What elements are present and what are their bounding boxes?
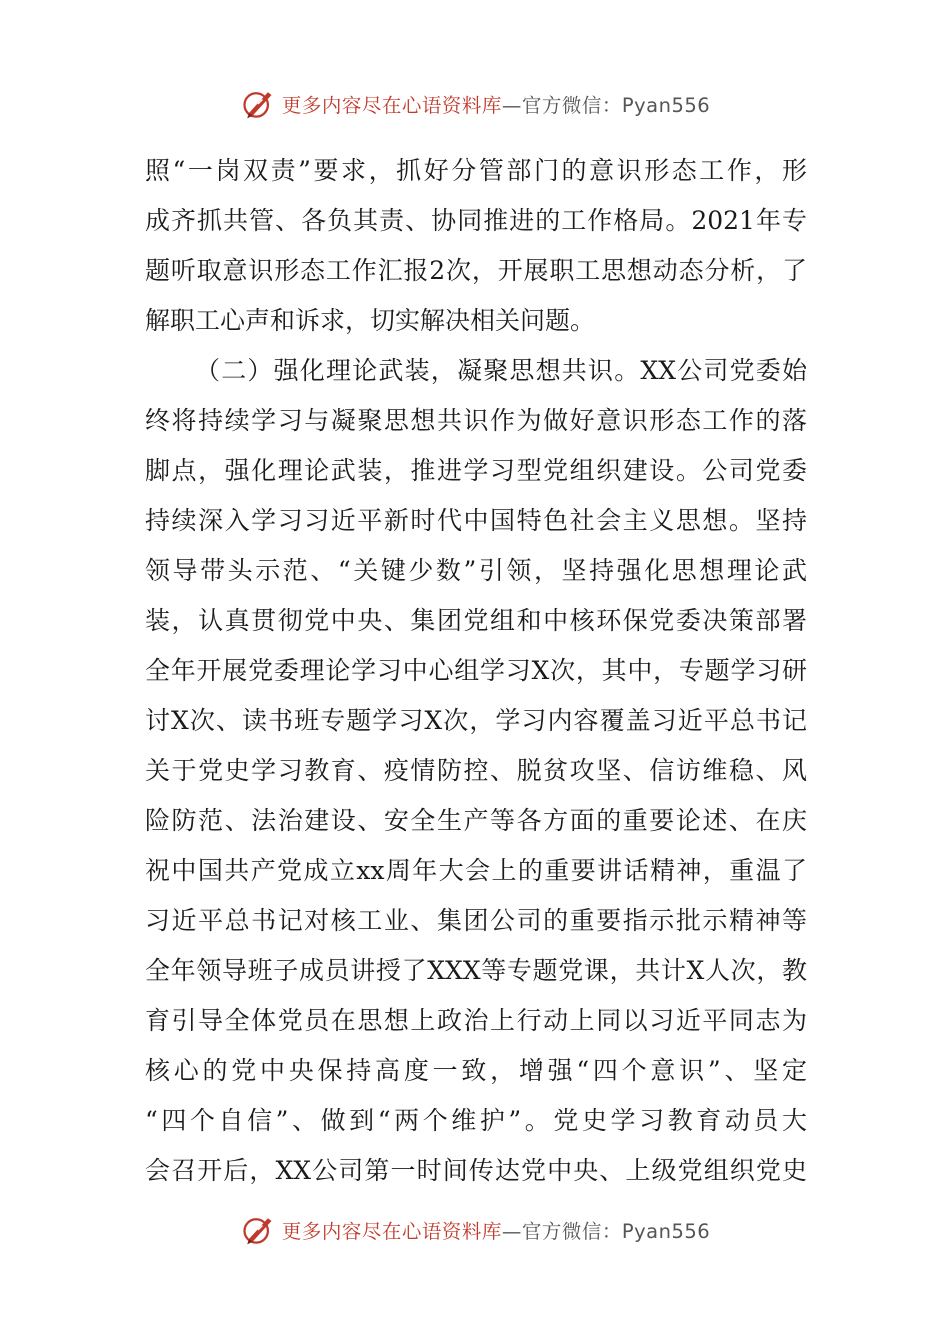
watermark-red-text: 更多内容尽在心语资料库 xyxy=(281,94,502,117)
watermark-red-text: 更多内容尽在心语资料库 xyxy=(281,1220,502,1243)
paragraph-1 xyxy=(145,146,807,346)
text-line: 持续深入学习习近平新时代中国特色社会主义思想。坚持 xyxy=(145,506,807,535)
watermark-gray-text: —官方微信：Pyan556 xyxy=(501,94,711,117)
text-line: 领导带头示范、“关键少数”引领，坚持强化思想理论武 xyxy=(145,556,807,585)
text-line: 讨X次、读书班专题学习X次，学习内容覆盖习近平总书记 xyxy=(145,706,807,735)
pen-logo-icon xyxy=(240,86,276,122)
text-line: 题听取意识形态工作汇报2次，开展职工思想动态分析，了 xyxy=(145,256,807,285)
document-body xyxy=(145,146,807,1196)
text-line: 脚点，强化理论武装，推进学习型党组织建设。公司党委 xyxy=(145,456,807,485)
watermark-text xyxy=(282,1216,710,1244)
text-line: 全年开展党委理论学习中心组学习X次，其中，专题学习研 xyxy=(145,656,807,685)
footer-watermark xyxy=(0,1208,950,1252)
text-line: 核心的党中央保持高度一致，增强“四个意识”、坚定 xyxy=(145,1056,807,1085)
text-line: 照“一岗双责”要求，抓好分管部门的意识形态工作，形 xyxy=(145,156,807,185)
paragraph-2 xyxy=(145,346,807,1196)
text-line: 关于党史学习教育、疫情防控、脱贫攻坚、信访维稳、风 xyxy=(145,756,807,785)
header-watermark xyxy=(0,82,950,126)
watermark-text xyxy=(282,90,710,118)
text-line: 祝中国共产党成立xx周年大会上的重要讲话精神，重温了 xyxy=(145,856,807,885)
text-line: 育引导全体党员在思想上政治上行动上同以习近平同志为 xyxy=(145,1006,807,1035)
text-line: 习近平总书记对核工业、集团公司的重要指示批示精神等 xyxy=(145,906,807,935)
text-line: “四个自信”、做到“两个维护”。党史学习教育动员大 xyxy=(145,1106,807,1135)
text-line: 解职工心声和诉求，切实解决相关问题。 xyxy=(145,306,596,335)
text-line: 成齐抓共管、各负其责、协同推进的工作格局。2021年专 xyxy=(145,206,807,235)
text-line: （二）强化理论武装，凝聚思想共识。XX公司党委始 xyxy=(195,356,807,385)
pen-logo-icon xyxy=(240,1212,276,1248)
text-line: 装，认真贯彻党中央、集团党组和中核环保党委决策部署 xyxy=(145,606,807,635)
text-line: 全年领导班子成员讲授了XXX等专题党课，共计X人次，教 xyxy=(145,956,807,985)
text-line: 会召开后，XX公司第一时间传达党中央、上级党组织党史 xyxy=(145,1156,807,1185)
text-line: 险防范、法治建设、安全生产等各方面的重要论述、在庆 xyxy=(145,806,807,835)
text-line: 终将持续学习与凝聚思想共识作为做好意识形态工作的落 xyxy=(145,406,807,435)
watermark-gray-text: —官方微信：Pyan556 xyxy=(501,1220,711,1243)
